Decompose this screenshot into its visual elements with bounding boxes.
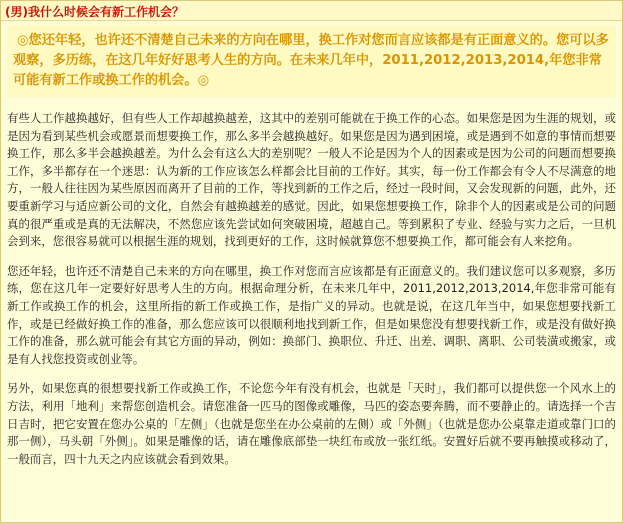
- article-body: [1, 110, 622, 468]
- paragraph-mindset: 有些人工作越换越好，但有些人工作却越换越差，这其中的差别可能就在于换工作的心态。如果您是因为生涯的规划，或是因为看到某些机会或愿景而想要换工作，那么多半会越换越好。如果您是因为遇到困境，或是遇到不如意的事情而想要换工作，那么多半会越换越差。为什么会有这么大的差别呢？一般人不论是因为个人的因素或是因为公司的问题而想要换工作，多半都存在一个迷思：认为新的工作应该怎么样都会比目前的工作好。其实，每一份工作都会有令人不尽满意的地方，一般人往往因为某些原因而离开了目前的工作，等找到新的工作之后，经过一段时间，又会发现新的问题，此外，还要重新学习与适应新公司的文化，自然会有越换越差的感觉。因此，如果您想要换工作，除非个人的因素或是公司的问题真的很严重或是真的无法解决，不然您应该先尝试如何突破困境，超越自己。等到累积了专业、经验与实力之后，一旦机会到来，您很容易就可以根据生涯的规划，找到更好的工作，这时候就算您不想要换工作，都可能会有人来挖角。: [7, 111, 616, 249]
- circle-bullet-icon: ◎: [17, 33, 29, 48]
- intro-text: 您还年轻，也许还不清楚自己未来的方向在哪里，换工作对您而言应该都是有正面意义的。您可以多观察，多历练，在这几年好好思考人生的方向。在未来几年中，2011,2012,2013,2014,年您非常可能有新工作或换工作的机会。: [13, 33, 609, 88]
- paragraph-forecast: 您还年轻，也许还不清楚自己未来的方向在哪里，换工作对您而言应该都是有正面意义的。我们建议您可以多观察，多历练，您在这几年一定要好好思考人生的方向。根据命理分析，在未来几年中，2011,2012,2013,2014,年您非常可能有新工作或换工作的机会，这里所指的新工作或换工作，是指广义的异动。也就是说，在这几年当中，如果您想要找新工作，或是已经做好换工作的准备，那么您应该可以很顺利地找到新工作，但是如果您没有想要找新工作，或是没有做好换工作的准备，那么就可能会有其它方面的异动，例如：换部门、换职位、升迁、出差、调职、离职、公司装潢或搬家，或是有人找您投资或创业等。: [7, 263, 616, 366]
- article-header: [1, 1, 622, 21]
- circle-bullet-icon-end: ◎: [197, 73, 210, 88]
- paragraph-fengshui: 另外，如果您真的很想要找新工作或换工作，不论您今年有没有机会，也就是「天时」，我们都可以提供您一个风水上的方法，利用「地利」来帮您创造机会。请您准备一匹马的图像或雕像，马匹的姿态要奔腾，而不要静止的。请选择一个吉日吉时，把它安置在您办公桌的「左侧」（也就是您坐在办公桌前的左侧）或「外侧」（也就是您办公桌靠走道或靠门口的那一侧），马头朝「外侧」。如果是雕像的话，请在雕像底部垫一块红布或放一张红纸。安置好后就不要再触摸或移动了，一般而言，四十九天之内应该就会看到效果。: [7, 381, 616, 466]
- article-title: (男)我什么时候会有新工作机会？: [5, 5, 184, 19]
- intro-summary: [7, 25, 616, 97]
